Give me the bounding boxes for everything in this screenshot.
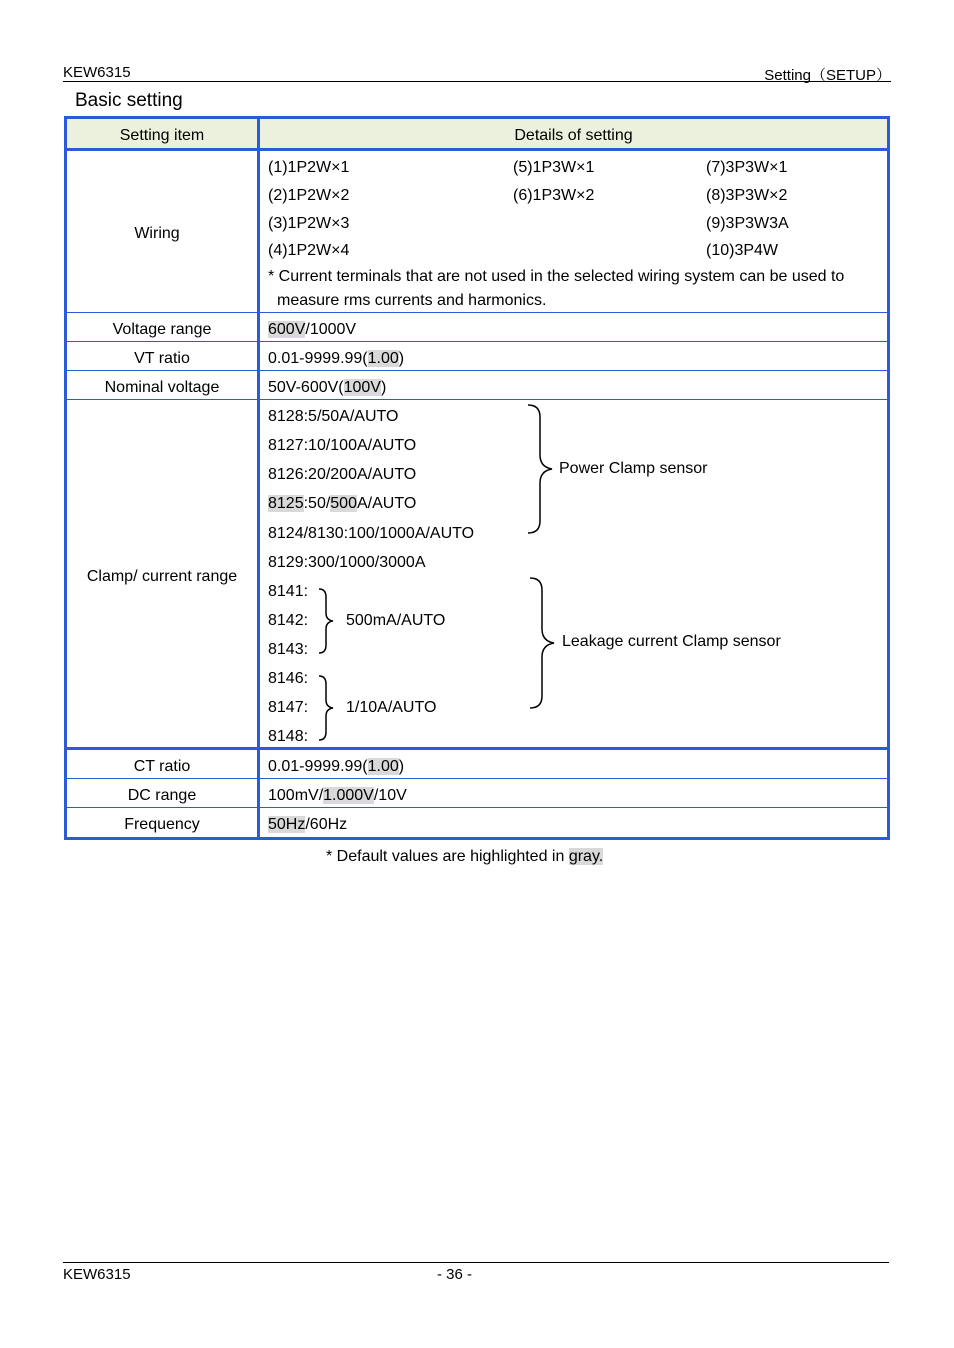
- group-label-power-clamp: Power Clamp sensor: [559, 460, 708, 477]
- leak-model: 8148:: [268, 728, 309, 745]
- wiring-option: (5)1P3W×1: [513, 159, 595, 176]
- header-doc-id: KEW6315: [63, 64, 131, 81]
- default-value: 1.00: [367, 350, 399, 367]
- dc-range-value: 100mV/1.000V/10V: [268, 787, 407, 804]
- default-value: 100V: [343, 379, 381, 396]
- clamp-option: 8126:20/200A/AUTO: [268, 466, 417, 483]
- footer-doc-id: KEW6315: [63, 1266, 131, 1283]
- col-header-details: Details of setting: [514, 127, 633, 144]
- wiring-option: (3)1P2W×3: [268, 215, 350, 232]
- leak-range: 500mA/AUTO: [346, 612, 446, 629]
- row-label-frequency: Frequency: [124, 816, 200, 833]
- row-rule: [67, 312, 887, 313]
- col-header-setting-item: Setting item: [119, 127, 205, 144]
- clamp-option: 8125:50/500A/AUTO: [268, 495, 417, 512]
- voltage-range-value: 600V/1000V: [268, 321, 357, 338]
- row-label-vt-ratio: VT ratio: [134, 350, 190, 367]
- default-value: 1.00: [367, 758, 399, 775]
- wiring-note: * Current terminals that are not used in the selected wiring system can be used to: [268, 268, 845, 285]
- row-rule: [67, 747, 887, 750]
- default-value: 600V: [268, 321, 306, 338]
- row-label-voltage-range: Voltage range: [112, 321, 212, 338]
- row-rule: [67, 778, 887, 779]
- leak-model: 8142:: [268, 612, 309, 629]
- row-rule: [67, 807, 887, 808]
- section-title: Basic setting: [75, 90, 183, 111]
- default-value: 500: [330, 495, 357, 512]
- row-rule: [67, 399, 887, 400]
- wiring-option: (6)1P3W×2: [513, 187, 595, 204]
- wiring-option: (7)3P3W×1: [706, 159, 788, 176]
- column-divider: [257, 119, 260, 837]
- vt-ratio-value: 0.01-9999.99(1.00): [268, 350, 405, 367]
- wiring-note: measure rms currents and harmonics.: [277, 292, 547, 309]
- group-label-leakage-clamp: Leakage current Clamp sensor: [562, 633, 781, 650]
- leak-b-brace-icon: [318, 674, 336, 742]
- header-rule: [63, 81, 891, 82]
- leak-a-brace-icon: [318, 587, 336, 655]
- wiring-option: (4)1P2W×4: [268, 242, 350, 259]
- leak-model: 8143:: [268, 641, 309, 658]
- row-label-wiring: Wiring: [134, 225, 180, 242]
- row-rule: [67, 341, 887, 342]
- wiring-option: (9)3P3W3A: [706, 215, 789, 232]
- ct-ratio-value: 0.01-9999.99(1.00): [268, 758, 405, 775]
- power-clamp-brace-icon: [526, 403, 554, 535]
- default-value: 50Hz: [268, 816, 306, 833]
- frequency-value: 50Hz/60Hz: [268, 816, 348, 833]
- wiring-option: (1)1P2W×1: [268, 159, 350, 176]
- row-label-nominal-voltage: Nominal voltage: [104, 379, 220, 396]
- leak-model: 8146:: [268, 670, 309, 687]
- default-value: 1.000V: [323, 787, 374, 804]
- footnote: * Default values are highlighted in gray.: [326, 848, 604, 865]
- nominal-voltage-value: 50V-600V(100V): [268, 379, 387, 396]
- header-section: Setting（SETUP）: [764, 67, 891, 84]
- wiring-option: (10)3P4W: [706, 242, 779, 259]
- row-rule: [67, 148, 887, 151]
- footer-rule: [63, 1262, 889, 1263]
- clamp-option: 8128:5/50A/AUTO: [268, 408, 399, 425]
- leak-range: 1/10A/AUTO: [346, 699, 437, 716]
- clamp-option: 8127:10/100A/AUTO: [268, 437, 417, 454]
- row-label-clamp-range: Clamp/ current range: [86, 568, 238, 585]
- page-number: - 36 -: [437, 1266, 473, 1283]
- leakage-clamp-brace-icon: [528, 576, 556, 710]
- leak-model: 8141:: [268, 583, 309, 600]
- row-label-dc-range: DC range: [127, 787, 197, 804]
- clamp-option: 8129:300/1000/3000A: [268, 554, 426, 571]
- wiring-option: (8)3P3W×2: [706, 187, 788, 204]
- default-value: 8125: [268, 495, 304, 512]
- leak-model: 8147:: [268, 699, 309, 716]
- row-label-ct-ratio: CT ratio: [133, 758, 191, 775]
- wiring-option: (2)1P2W×2: [268, 187, 350, 204]
- clamp-option: 8124/8130:100/1000A/AUTO: [268, 525, 475, 542]
- row-rule: [67, 370, 887, 371]
